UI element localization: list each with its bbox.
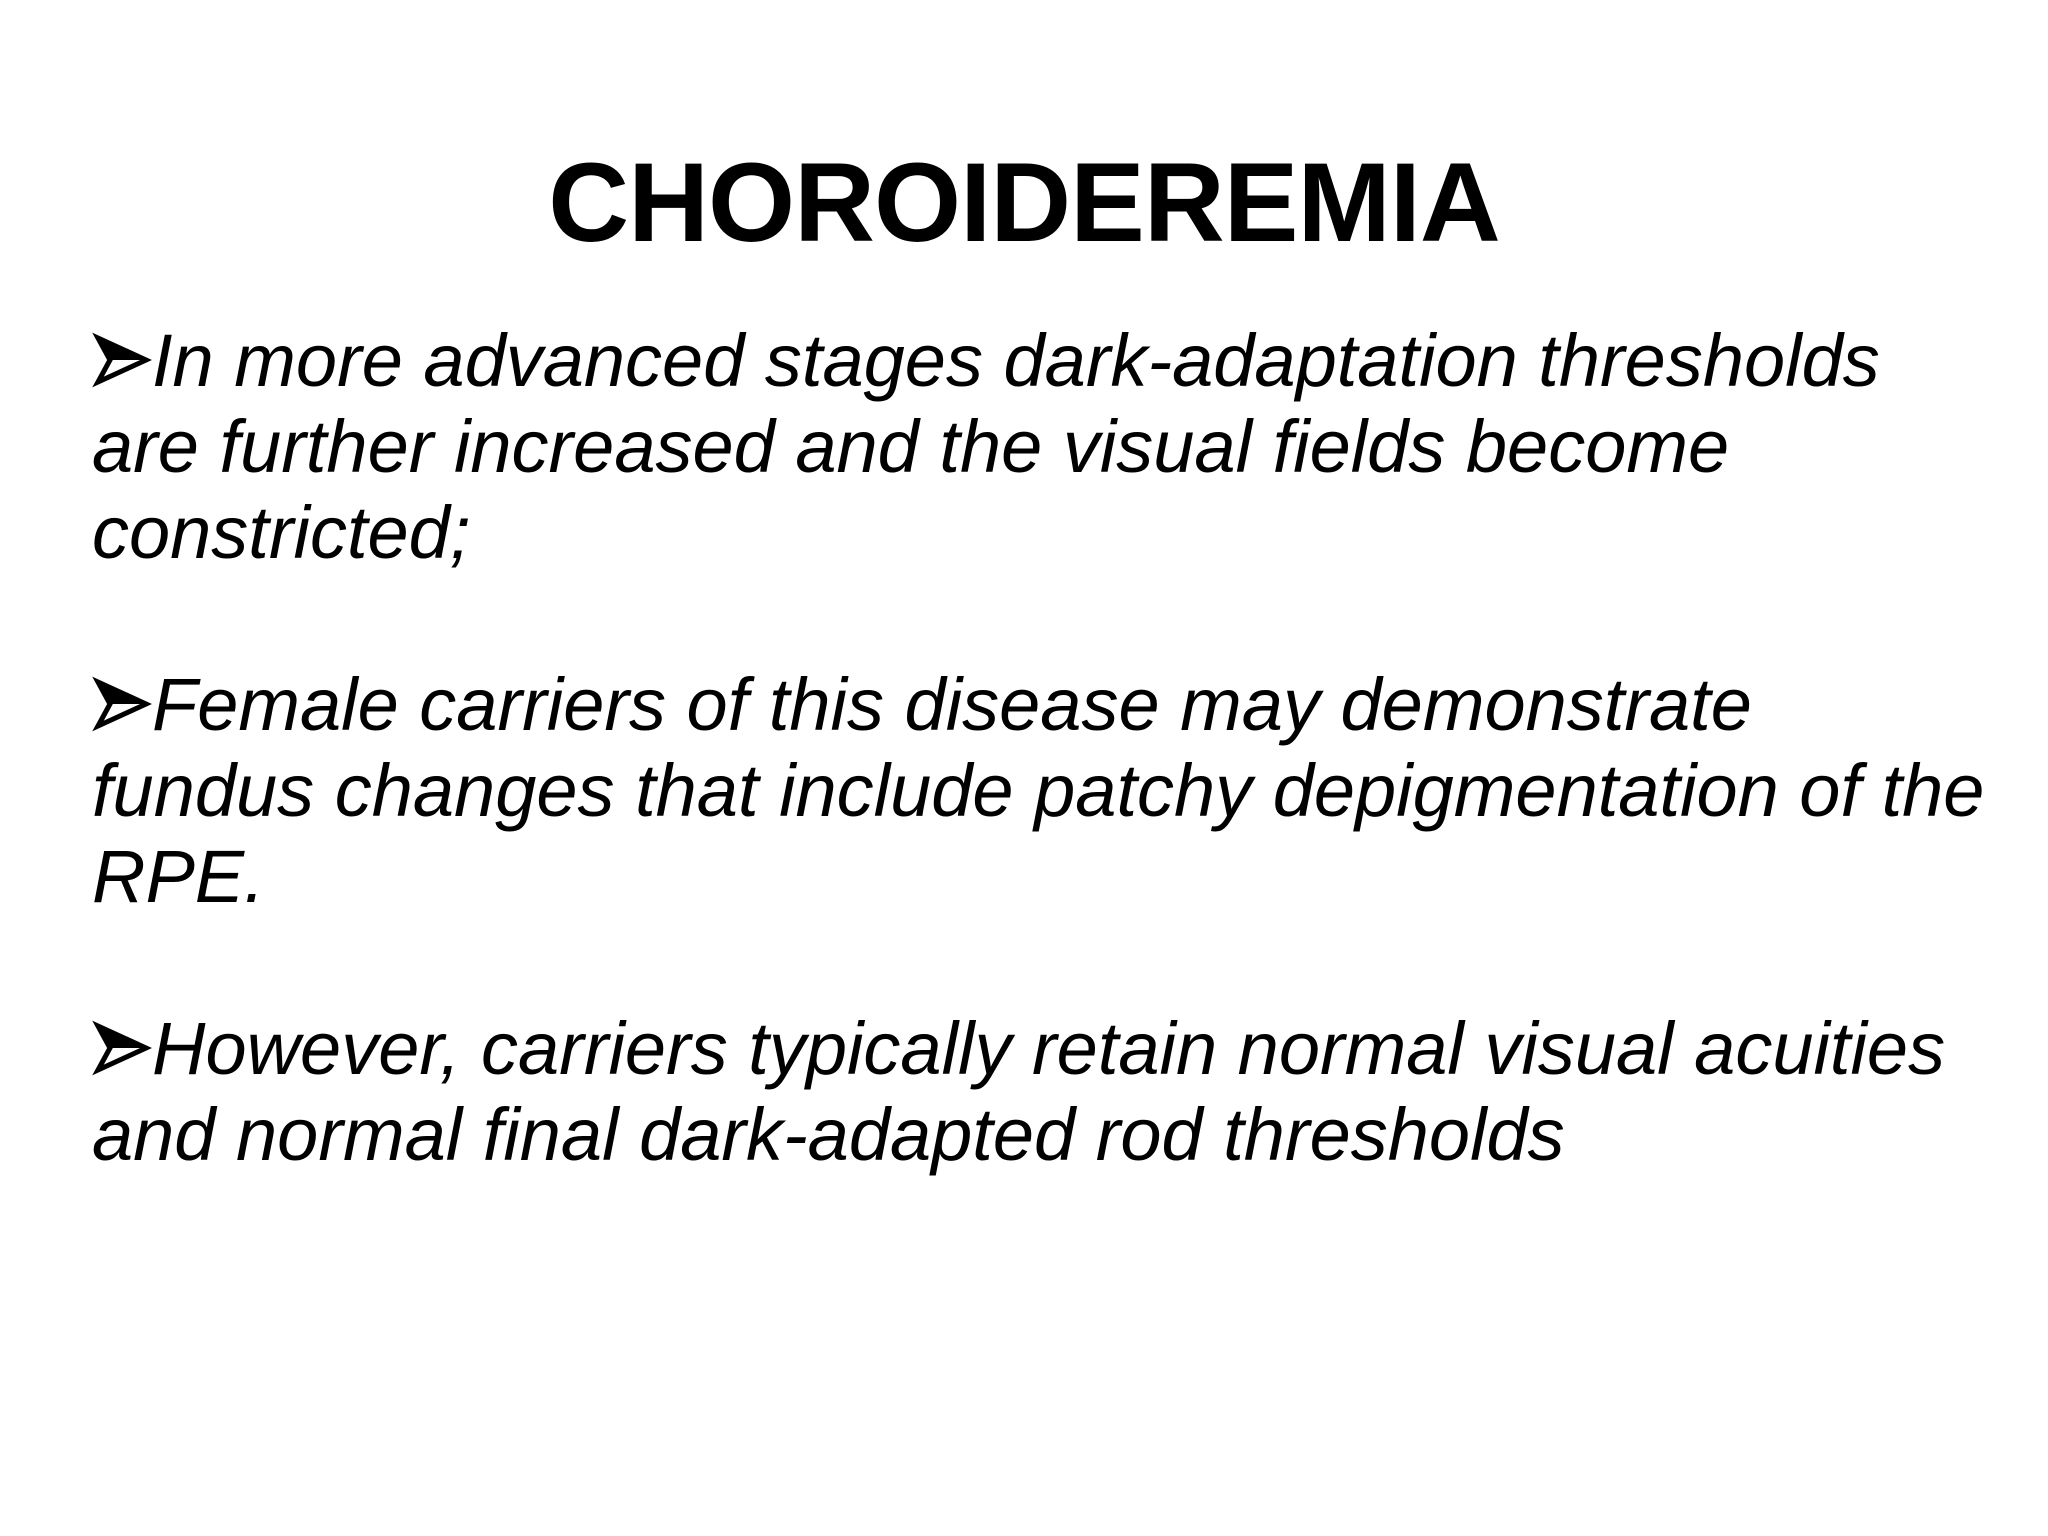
- bullet-list: [92, 318, 1992, 1264]
- slide-title: CHOROIDEREMIA: [548, 140, 1500, 265]
- bullet-text: In more advanced stages dark-adaptation thresholds are further increased and the visual fields become constricted;: [92, 319, 1880, 574]
- bullet-item: [92, 1006, 1992, 1178]
- arrowhead-bullet-icon: [92, 674, 152, 734]
- arrowhead-bullet-icon: [92, 330, 152, 390]
- bullet-text: Female carriers of this disease may demonstrate fundus changes that include patchy depigmentation of the RPE.: [92, 663, 1985, 918]
- bullet-item: [92, 662, 1992, 920]
- arrowhead-bullet-icon: [92, 1018, 152, 1078]
- bullet-text: However, carriers typically retain normal visual acuities and normal final dark-adapted rod thresholds: [92, 1007, 1946, 1176]
- bullet-item: [92, 318, 1992, 576]
